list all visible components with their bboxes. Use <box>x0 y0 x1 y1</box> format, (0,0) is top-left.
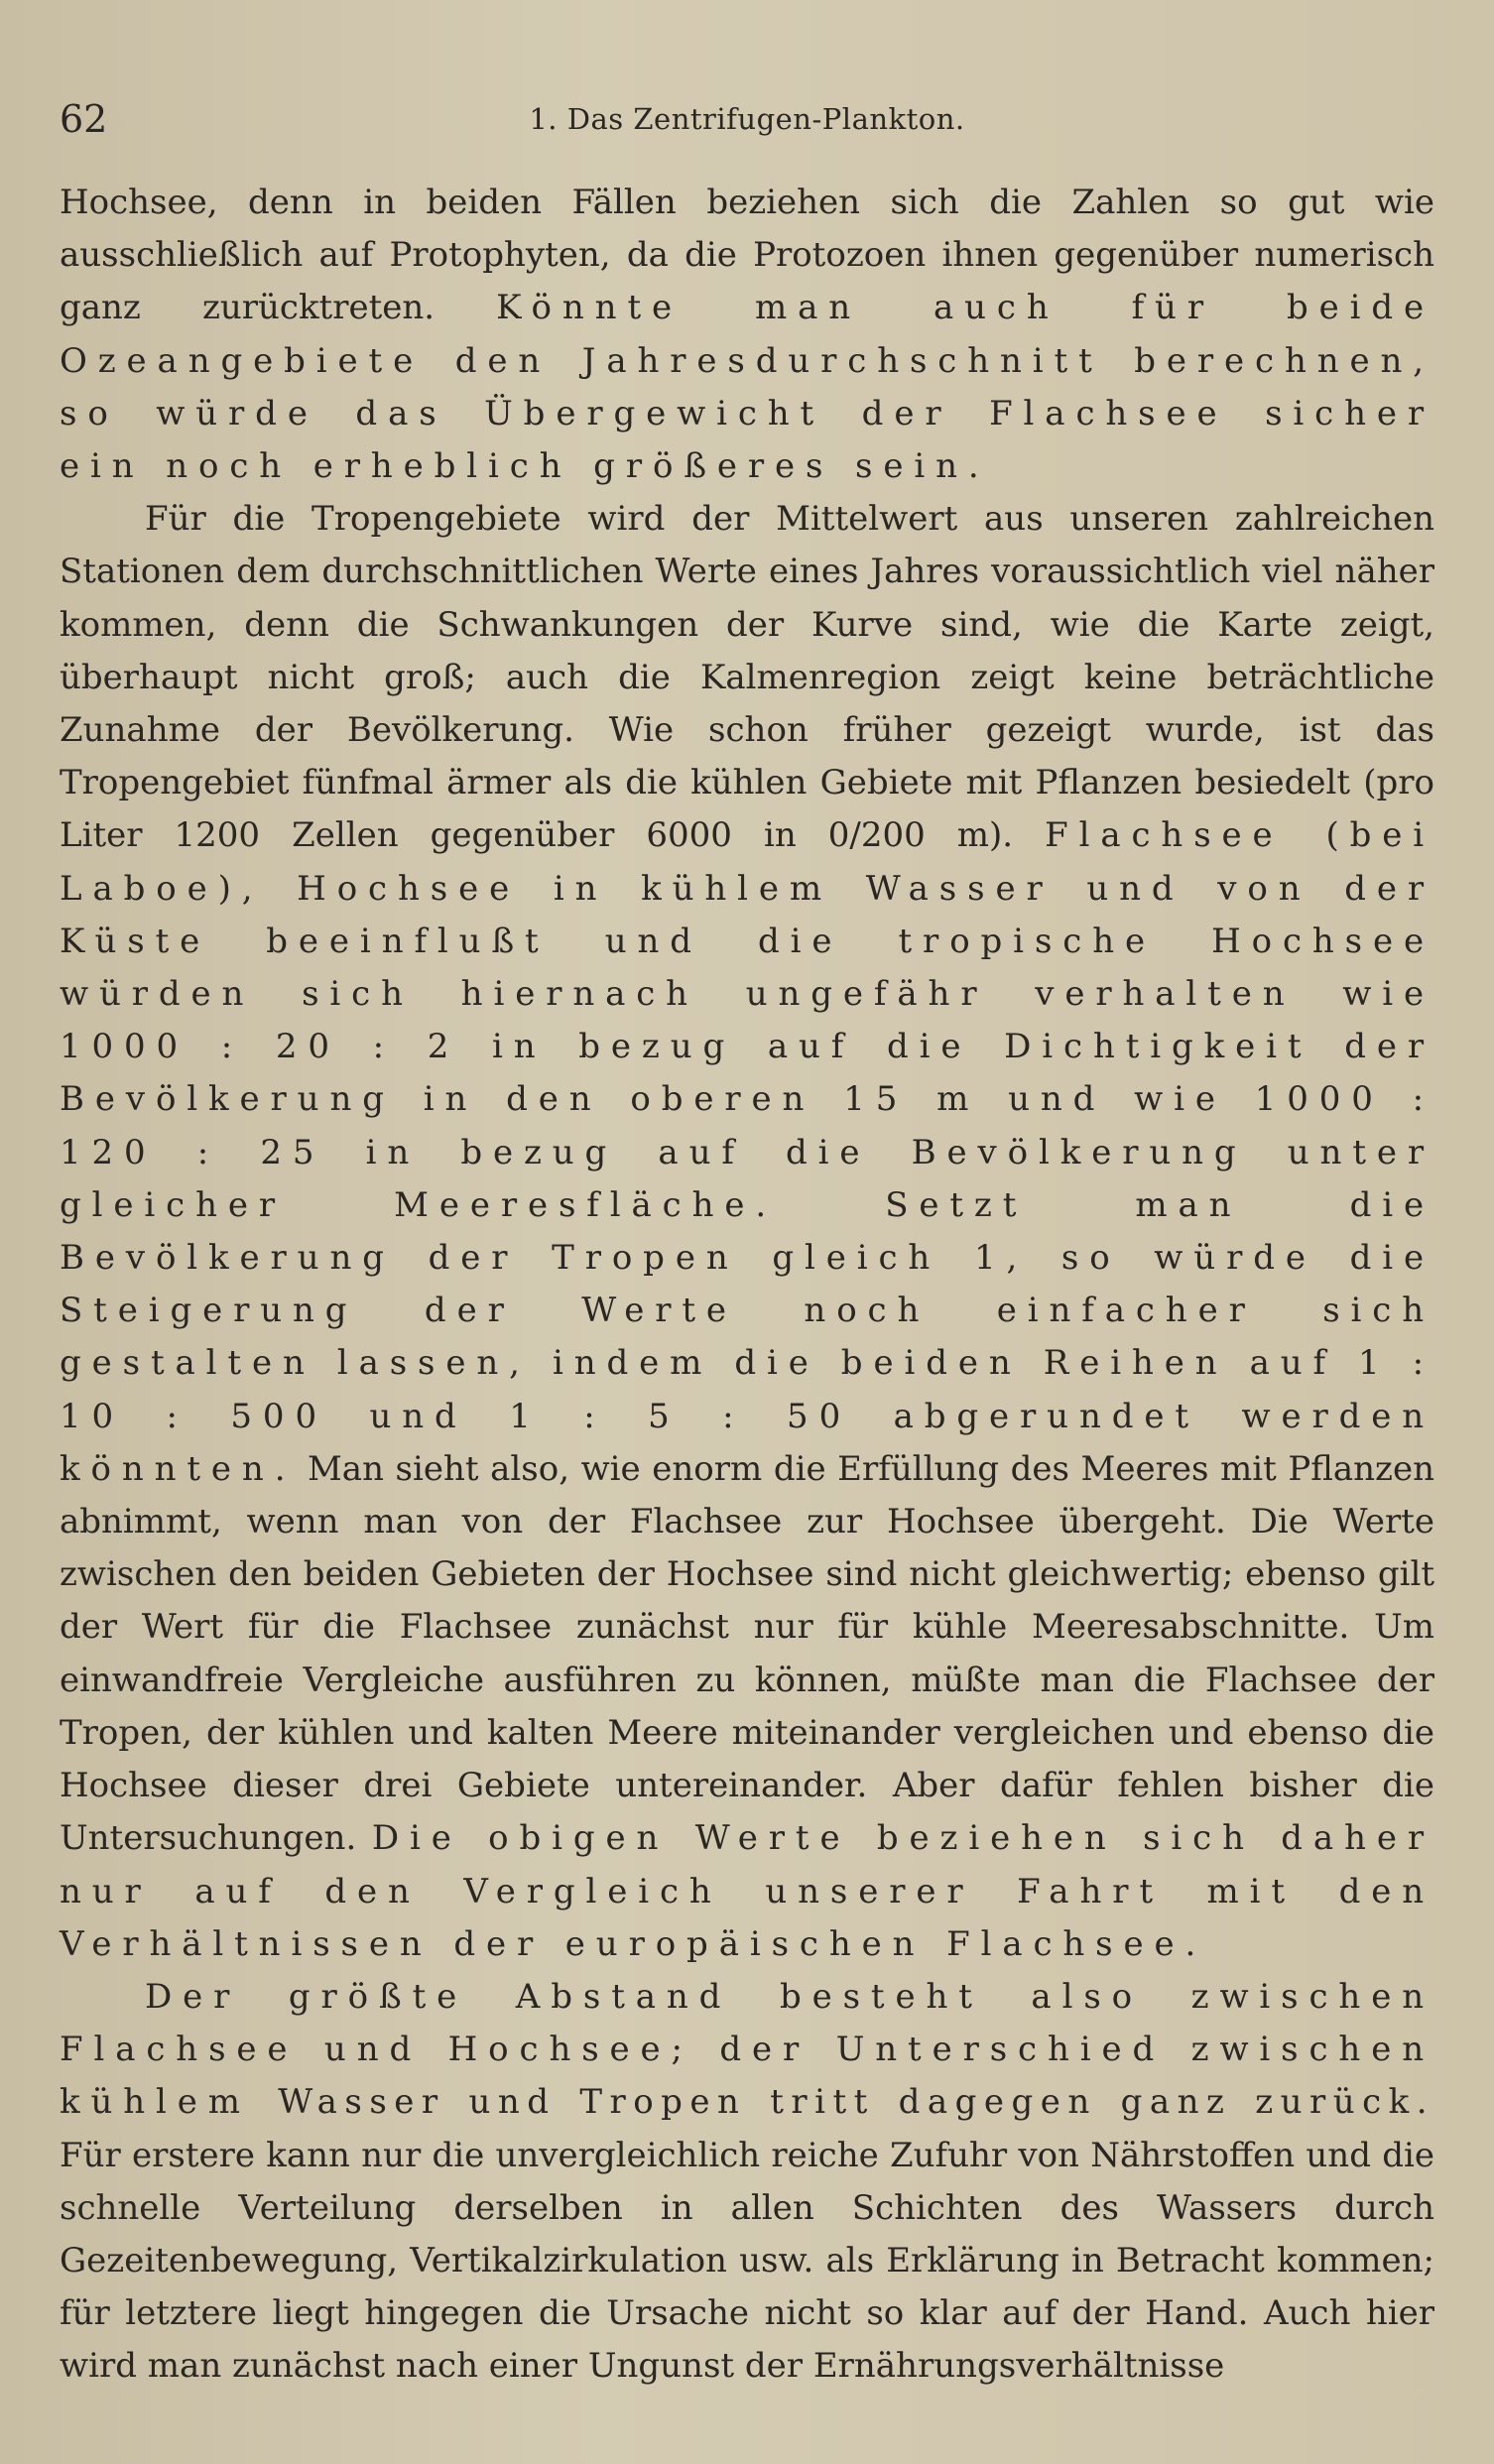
page-number: 62 <box>60 97 108 141</box>
spaced-text-run: Wasser und Tropen tritt dagegen ganz zurück. <box>278 2082 1434 2123</box>
text-run: Für die Tropengebiete wird der Mittelwert aus unseren zahlreichen Stationen dem durchschnittlichen Werte eines Jahres voraussichtlich viel näher kommen, denn die Schwankungen der Kurve sind, wie die Karte zeigt, überhaupt nicht groß; auch die Kalmenregion zeigt keine beträchtliche Zunahme der Bevölkerung. Wie schon früher gezeigt wurde, ist das Tropengebiet fünfmal ärmer als die kühlen Gebiete mit Pflanzen besiedelt (pro Liter 1200 Zellen gegenüber 6000 in 0/200 m). <box>60 499 1434 856</box>
text-run: Für erstere kann nur die unvergleichlich reiche Zufuhr von Nährstoffen und die schnelle Verteilung derselben in allen Schichten des Wassers durch Gezeitenbewegung, Vertikalzirkulation usw. als Erklärung in Betracht kommen; für letztere liegt hingegen die Ursache nicht so klar auf der Hand. Auch hier wird man zunächst nach einer Ungunst der Ernährungsverhältnisse <box>60 2135 1434 2387</box>
text-run: Man sieht also, wie enorm die Erfüllung des Meeres mit Pflanzen abnimmt, wenn man von der Flachsee zur Hochsee übergeht. Die Werte zwischen den beiden Gebieten der Hochsee sind nicht gleichwertig; ebenso gilt der Wert für die Flachsee zunächst nur für kühle Meeresabschnitte. Um einwandfreie Vergleiche ausführen zu können, müßte man die Flachsee der Tropen, der kühlen und kalten Meere miteinander vergleichen und ebenso die Hochsee dieser drei Gebiete untereinander. Aber dafür fehlen bisher die Untersuchungen. <box>60 1448 1434 1859</box>
chapter-title: 1. Das Zentrifugen-Plankton. <box>529 102 965 136</box>
running-head <box>60 94 1434 144</box>
paragraph-1 <box>60 177 1434 493</box>
spaced-text-run: Die obigen Werte beziehen sich daher nur auf den Vergleich unserer Fahrt mit den Verhältnissen der europäischen Flachsee. <box>60 1818 1434 1964</box>
paragraph-2 <box>60 493 1434 1971</box>
spaced-text-run: Könnte man auch für beide Ozeangebiete den Jahresdurchschnitt berechnen, so würde das Übergewicht der Flachsee sicher ein noch erheblich größeres sein. <box>60 288 1434 487</box>
spaced-text-run: Der größte Abstand besteht also zwischen Flachsee und Hochsee; der Unterschied zwischen kühlem <box>60 1976 1434 2123</box>
body-text <box>60 177 1434 2394</box>
text-run: Hochsee, denn in beiden Fällen beziehen sich die Zahlen so gut wie ausschließlich auf Protophyten, da die Protozoen ihnen gegenüber numerisch ganz zurücktreten. <box>60 183 1434 328</box>
spaced-text-run: Flachsee (bei Laboe), Hochsee in kühlem Wasser und von der Küste beeinflußt und die tropische Hochsee würden sich hiernach ungefähr verhalten wie 1000 : 20 : 2 in bezug auf die Dichtigkeit der Bevölkerung in den oberen 15 m und wie 1000 : 120 : 25 in bezug auf die Bevölkerung unter gleicher Meeresfläche. Setzt man die Bevölkerung der Tropen gleich 1, so würde die Steigerung der Werte noch einfacher sich gestalten lassen, indem die beiden Reihen auf 1 : 10 : 500 und 1 : 5 : 50 abgerundet werden könnten. <box>60 815 1434 1489</box>
paragraph-3 <box>60 1971 1434 2394</box>
